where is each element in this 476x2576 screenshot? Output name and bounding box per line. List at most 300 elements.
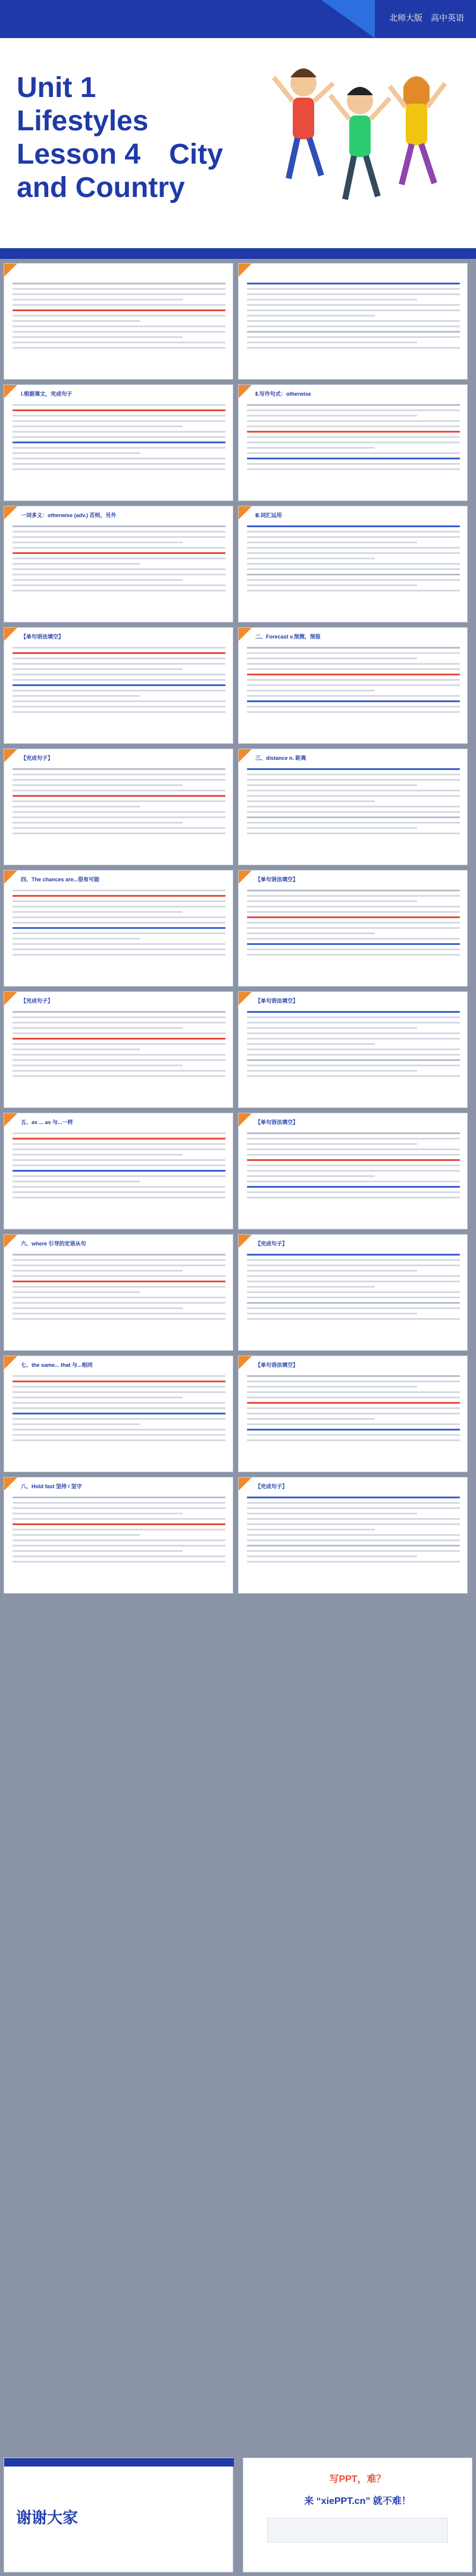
text-line	[247, 1159, 460, 1161]
corner-accent	[239, 506, 252, 519]
slide-text-block	[12, 522, 226, 617]
text-line	[12, 1175, 226, 1177]
text-line	[247, 1297, 460, 1298]
text-line	[247, 1545, 460, 1547]
slide-heading: 四、The chances are...很有可能	[21, 877, 100, 882]
text-line	[12, 1170, 226, 1172]
text-line	[247, 652, 460, 654]
text-line	[12, 1191, 226, 1193]
text-line	[12, 336, 183, 338]
slide-heading: 八、Hold fast 坚持 / 坚守	[21, 1483, 82, 1489]
text-line	[247, 563, 460, 565]
text-line	[247, 684, 460, 686]
text-line	[247, 1391, 460, 1393]
slide-text-block	[247, 643, 460, 738]
text-line	[12, 415, 226, 417]
slide-text-block	[247, 1372, 460, 1467]
text-line	[247, 325, 460, 327]
text-line	[12, 1439, 226, 1441]
text-line	[247, 795, 460, 797]
text-line	[247, 463, 460, 465]
text-line	[12, 954, 226, 956]
stripe-accent	[321, 0, 375, 38]
slide-heading: 【完成句子】	[21, 998, 54, 1004]
text-line	[12, 1038, 226, 1040]
text-line	[12, 1138, 226, 1140]
text-line	[247, 288, 460, 290]
text-line	[12, 552, 226, 554]
text-line	[247, 1175, 375, 1177]
text-line	[247, 579, 460, 581]
slide-text-block	[247, 279, 460, 374]
text-line	[12, 1048, 140, 1050]
text-line	[12, 684, 226, 686]
text-line	[12, 943, 226, 945]
text-line	[247, 1402, 460, 1404]
text-line	[12, 1555, 226, 1557]
text-line	[247, 927, 460, 929]
text-line	[12, 1254, 226, 1256]
text-line	[12, 1513, 183, 1514]
text-line	[12, 404, 226, 406]
text-line	[247, 590, 460, 591]
text-line	[247, 906, 460, 907]
text-line	[247, 1550, 460, 1552]
slide-heading: 三、distance n. 距离	[255, 755, 306, 761]
text-line	[247, 1413, 460, 1414]
slide-text-block	[247, 522, 460, 617]
text-line	[12, 1302, 226, 1304]
text-line	[12, 1545, 226, 1547]
text-line	[247, 1434, 460, 1436]
text-line	[247, 1065, 460, 1066]
text-line	[247, 1307, 460, 1309]
slide-text-block	[247, 400, 460, 496]
text-line	[247, 816, 460, 818]
text-line	[12, 900, 226, 902]
text-line	[12, 1186, 226, 1188]
text-line	[12, 342, 226, 343]
slide-heading: 【完成句子】	[255, 1483, 288, 1489]
slide-heading: Ⅱ.写作句式：otherwise	[255, 391, 311, 397]
text-line	[247, 916, 460, 918]
promo-box	[267, 2518, 448, 2543]
corner-accent	[4, 1235, 17, 1248]
text-line	[12, 663, 226, 665]
text-line	[247, 1264, 460, 1266]
slide-thumbnail	[4, 506, 233, 622]
slide-text-block	[12, 1250, 226, 1345]
text-line	[12, 827, 226, 829]
text-line	[12, 768, 226, 770]
title-line: Lesson 4 City	[17, 139, 223, 170]
text-line	[247, 658, 417, 659]
slide-text-block	[247, 765, 460, 860]
text-line	[247, 552, 460, 554]
text-line	[247, 1429, 460, 1431]
text-line	[12, 679, 226, 681]
slide-heading: 五、as ... as 与...一样	[21, 1119, 73, 1125]
text-line	[247, 1523, 460, 1525]
text-line	[247, 404, 460, 406]
corner-accent	[239, 264, 252, 277]
corner-accent	[4, 871, 17, 884]
slide-heading: Ⅲ.词汇运用	[255, 512, 282, 518]
text-line	[12, 711, 226, 713]
text-line	[12, 1011, 226, 1013]
slide-thumbnail	[238, 1477, 468, 1594]
slide-heading: 一词多义：otherwise (adv.) 否则，另外	[21, 512, 117, 518]
text-line	[247, 458, 460, 459]
text-line	[247, 663, 460, 665]
text-line	[12, 1165, 226, 1166]
text-line	[12, 1264, 226, 1266]
text-line	[247, 452, 460, 454]
text-line	[12, 822, 183, 824]
text-line	[12, 1497, 226, 1498]
text-line	[12, 288, 226, 290]
text-line	[247, 1397, 460, 1398]
slide-thumbnail	[4, 870, 233, 987]
text-line	[247, 911, 460, 913]
slide-thumbnail	[238, 263, 468, 380]
text-line	[247, 711, 460, 713]
slide-thumbnail	[238, 627, 468, 744]
text-line	[12, 1413, 226, 1414]
slide-thumbnail	[238, 506, 468, 622]
bottom-bar	[0, 248, 476, 259]
text-line	[247, 1270, 417, 1272]
text-line	[12, 811, 226, 813]
text-line	[12, 890, 226, 891]
slide-thumbnail	[238, 749, 468, 865]
text-line	[247, 1048, 460, 1050]
text-line	[247, 293, 460, 295]
text-line	[12, 1297, 226, 1298]
text-line	[247, 949, 460, 950]
text-line	[247, 1138, 460, 1140]
text-line	[247, 1561, 460, 1563]
text-line	[247, 1291, 460, 1293]
text-line	[12, 1197, 226, 1198]
text-line	[247, 1313, 417, 1314]
text-line	[247, 1059, 460, 1061]
text-line	[247, 822, 460, 824]
text-line	[12, 1281, 226, 1282]
text-line	[12, 706, 226, 708]
text-line	[12, 309, 226, 311]
slide-thumbnail	[4, 1113, 233, 1229]
text-line	[12, 1016, 226, 1018]
text-line	[247, 1254, 460, 1256]
text-line	[12, 652, 226, 654]
text-line	[247, 1375, 460, 1377]
text-line	[247, 1259, 460, 1261]
text-line	[12, 774, 226, 775]
promo-line-1: 写PPT，难？	[329, 2474, 386, 2484]
slide-heading: Ⅰ.根据课文，完成句子	[21, 391, 73, 397]
corner-accent	[4, 506, 17, 519]
text-line	[12, 658, 226, 659]
text-line	[12, 590, 226, 591]
text-line	[12, 1534, 140, 1536]
corner-accent	[239, 871, 252, 884]
text-line	[247, 647, 460, 649]
text-line	[247, 695, 460, 697]
text-line	[247, 442, 460, 443]
text-line	[247, 1281, 460, 1282]
text-line	[12, 283, 226, 284]
corner-accent	[4, 1356, 17, 1369]
text-line	[247, 1027, 417, 1029]
slide-thumbnail	[4, 1477, 233, 1594]
text-line	[12, 1523, 226, 1525]
text-line	[247, 1518, 460, 1520]
corner-accent	[239, 1113, 252, 1126]
text-line	[247, 922, 460, 924]
text-line	[12, 784, 183, 786]
text-line	[12, 347, 226, 349]
slide-heading: 【单句语法填空】	[255, 1119, 299, 1125]
text-line	[12, 463, 226, 465]
text-line	[12, 916, 226, 918]
text-line	[12, 325, 226, 327]
thanks-text: 谢谢大家	[16, 2509, 79, 2527]
text-line	[12, 1154, 183, 1156]
text-line	[12, 409, 226, 411]
text-line	[247, 409, 460, 411]
text-line	[247, 1381, 460, 1382]
text-line	[247, 832, 460, 834]
text-line	[247, 347, 460, 349]
slide-thumbnail	[4, 627, 233, 744]
text-line	[247, 1555, 417, 1557]
slide-text-block	[247, 1493, 460, 1588]
corner-accent	[239, 992, 252, 1005]
text-line	[12, 542, 183, 543]
text-line	[12, 949, 226, 950]
text-line	[247, 1418, 375, 1420]
slide-text-block	[247, 886, 460, 981]
text-line	[247, 431, 460, 433]
text-line	[12, 700, 226, 702]
text-line	[12, 563, 140, 565]
slide-text-block	[12, 279, 226, 374]
text-line	[247, 790, 460, 791]
text-line	[247, 468, 460, 470]
text-line	[12, 525, 226, 527]
text-line	[12, 1434, 226, 1436]
text-line	[12, 536, 226, 538]
text-line	[247, 336, 460, 338]
text-line	[247, 1502, 460, 1504]
text-line	[247, 895, 460, 897]
text-line	[12, 927, 226, 929]
text-line	[247, 568, 460, 570]
text-line	[247, 954, 460, 956]
text-line	[12, 299, 183, 301]
text-line	[247, 1022, 460, 1023]
text-line	[247, 1170, 460, 1172]
text-line	[247, 774, 460, 775]
text-line	[12, 1423, 140, 1425]
text-line	[12, 800, 226, 802]
text-line	[247, 299, 417, 301]
text-line	[12, 1518, 226, 1520]
slide-heading: 【完成句子】	[21, 755, 54, 761]
text-line	[247, 806, 460, 807]
text-line	[12, 1070, 226, 1072]
text-line	[247, 436, 460, 438]
corner-accent	[239, 1235, 252, 1248]
corner-accent	[239, 385, 252, 398]
text-line	[12, 468, 226, 470]
text-line	[12, 832, 226, 834]
text-line	[12, 1275, 226, 1277]
text-line	[247, 1154, 460, 1156]
text-line	[12, 452, 140, 454]
text-line	[12, 1502, 226, 1504]
text-line	[247, 574, 460, 575]
text-line	[247, 1539, 460, 1541]
slide-text-block	[12, 886, 226, 981]
slide-text-block	[12, 765, 226, 860]
corner-accent	[4, 1113, 17, 1126]
corner-accent	[4, 1478, 17, 1491]
corner-accent	[4, 749, 17, 762]
text-line	[247, 1011, 460, 1013]
text-line	[247, 447, 375, 449]
text-line	[12, 331, 226, 333]
corner-accent	[4, 992, 17, 1005]
text-line	[12, 1507, 226, 1509]
text-line	[12, 906, 226, 907]
text-line	[12, 816, 226, 818]
text-line	[12, 568, 226, 570]
text-line	[247, 531, 460, 533]
text-line	[12, 1391, 226, 1393]
text-line	[12, 932, 226, 934]
slide-text-block	[12, 1129, 226, 1224]
slide-heading: 【单句语法填空】	[255, 998, 299, 1004]
text-line	[12, 1022, 226, 1023]
text-line	[12, 458, 226, 459]
slide-heading: 【完成句子】	[255, 1241, 288, 1247]
text-line	[12, 1132, 226, 1134]
text-line	[247, 1407, 460, 1409]
text-line	[247, 1191, 460, 1193]
text-line	[12, 1407, 226, 1409]
text-line	[12, 1159, 226, 1161]
text-line	[12, 579, 183, 581]
text-line	[247, 415, 417, 417]
text-line	[12, 1418, 226, 1420]
text-line	[12, 447, 226, 449]
text-line	[247, 315, 375, 317]
slide-heading: 【单句语法填空】	[21, 634, 64, 640]
slide-thumbnail	[238, 1356, 468, 1472]
text-line	[247, 1302, 460, 1304]
text-line	[12, 574, 226, 575]
text-line	[247, 536, 460, 538]
text-line	[247, 706, 460, 708]
text-line	[247, 331, 460, 333]
slide-thumbnail	[238, 870, 468, 987]
text-line	[12, 1386, 226, 1388]
text-line	[12, 531, 226, 533]
slide-thumbnail	[238, 991, 468, 1108]
slide-text-block	[12, 400, 226, 496]
text-line	[247, 674, 460, 675]
text-line	[247, 1148, 460, 1150]
slide-thumbnail	[4, 1234, 233, 1351]
text-line	[12, 1032, 226, 1034]
text-line	[12, 1318, 226, 1320]
slide-text-block	[12, 1007, 226, 1103]
text-line	[12, 1402, 226, 1404]
title-line: Lifestyles	[17, 105, 149, 137]
corner-accent	[239, 749, 252, 762]
text-line	[12, 647, 226, 649]
text-line	[12, 1027, 183, 1029]
text-line	[247, 811, 460, 813]
text-line	[247, 1143, 417, 1145]
corner-accent	[4, 385, 17, 398]
text-line	[247, 1423, 460, 1425]
text-line	[12, 1043, 226, 1045]
text-line	[247, 932, 375, 934]
text-line	[12, 1054, 226, 1056]
text-line	[247, 1286, 375, 1288]
text-line	[247, 1075, 460, 1077]
text-line	[12, 695, 140, 697]
text-line	[12, 1561, 226, 1563]
text-line	[12, 1148, 226, 1150]
text-line	[12, 922, 226, 924]
text-line	[12, 315, 226, 317]
text-line	[247, 668, 460, 670]
text-line	[247, 1032, 460, 1034]
text-line	[247, 420, 460, 422]
text-line	[247, 1016, 460, 1018]
text-line	[247, 768, 460, 770]
text-line	[12, 1381, 226, 1382]
slide-thumbnail	[238, 1113, 468, 1229]
text-line	[247, 1043, 375, 1045]
text-line	[247, 1386, 417, 1388]
text-line	[12, 1065, 183, 1066]
text-line	[12, 1270, 183, 1272]
text-line	[12, 420, 226, 422]
text-line	[247, 584, 417, 586]
corner-accent	[4, 628, 17, 641]
corner-accent	[239, 1356, 252, 1369]
text-line	[12, 895, 226, 897]
slide-thumbnail	[238, 384, 468, 501]
slide-text-block	[12, 643, 226, 738]
text-line	[247, 425, 460, 427]
text-line	[247, 558, 375, 559]
corner-accent	[239, 628, 252, 641]
text-line	[12, 304, 226, 306]
text-line	[247, 690, 375, 691]
text-line	[12, 1259, 226, 1261]
text-line	[12, 1143, 226, 1145]
text-line	[12, 558, 226, 559]
text-line	[12, 442, 226, 443]
text-line	[12, 668, 183, 670]
text-line	[12, 436, 226, 438]
